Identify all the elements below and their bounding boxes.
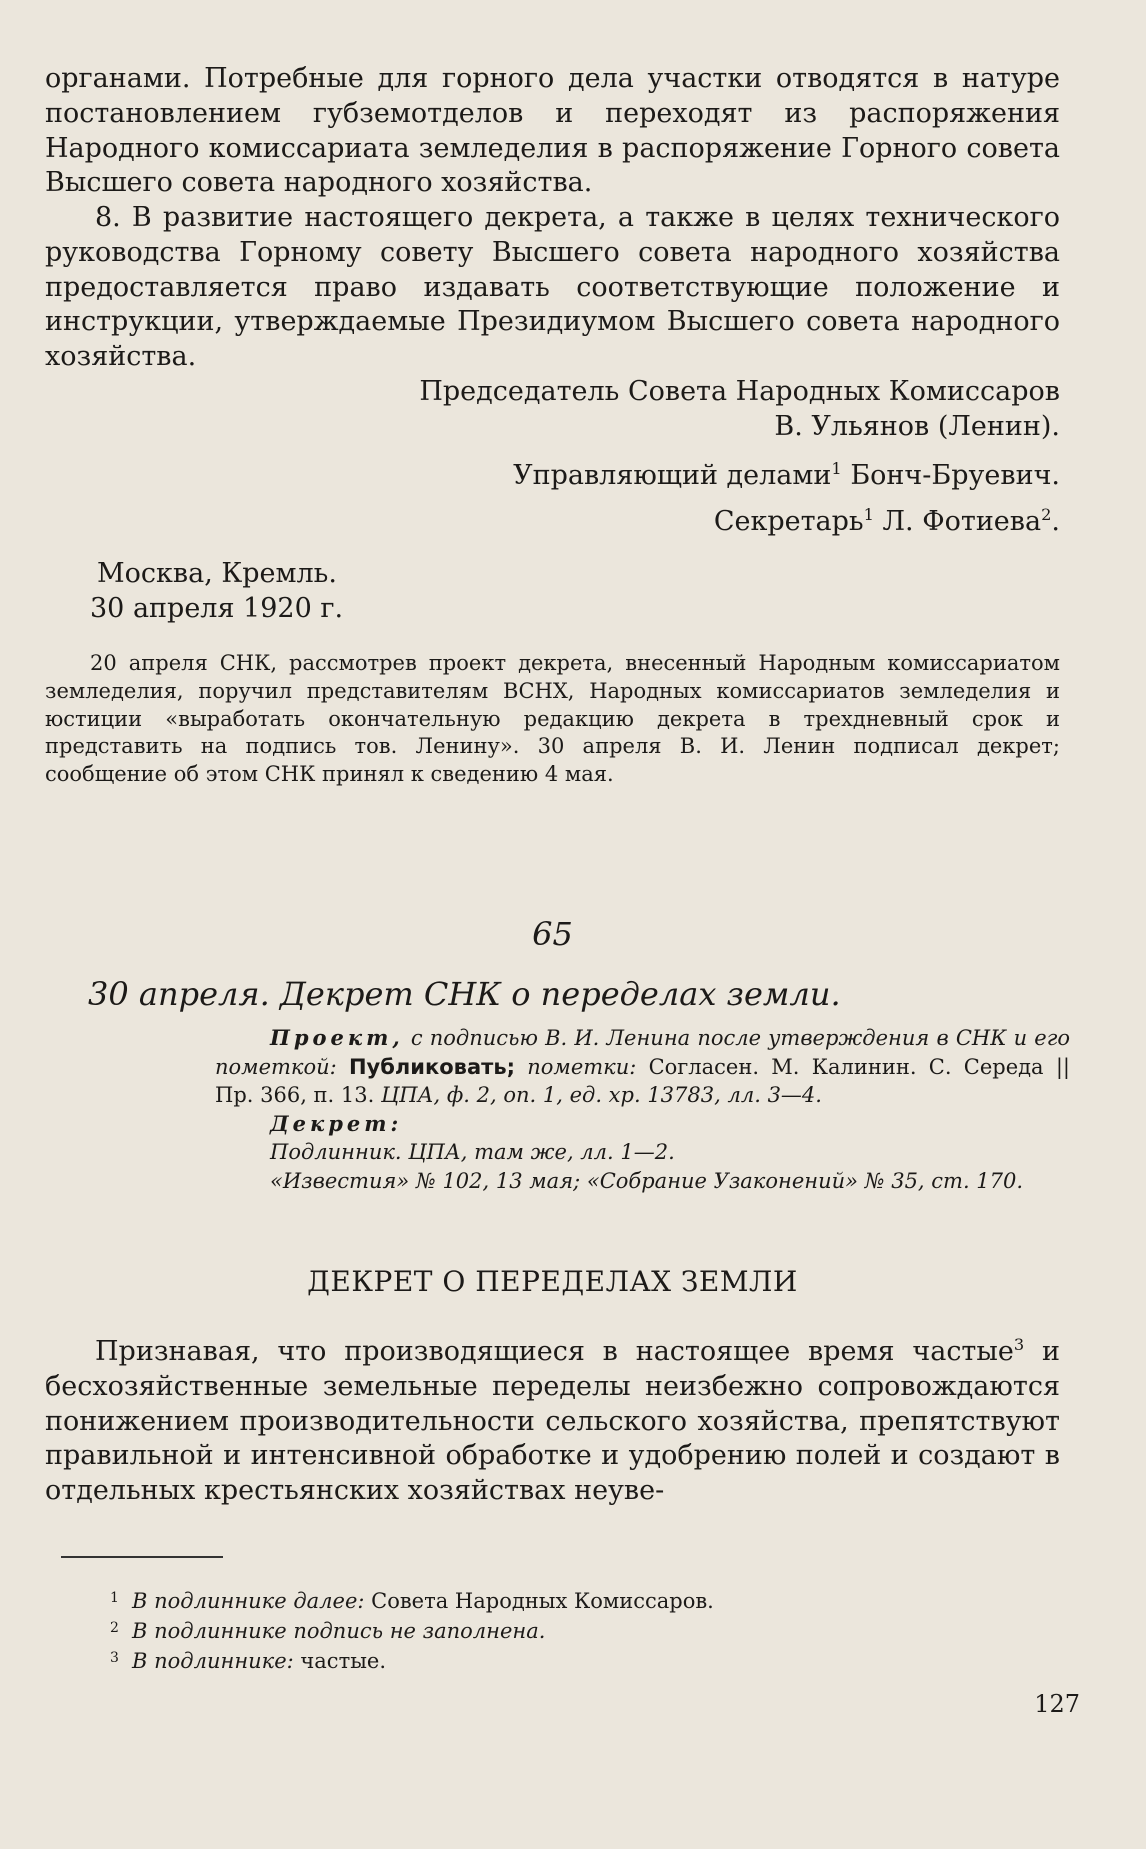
decree-paragraph-a: Признавая, что производящиеся в настоящее время частые: [95, 1336, 1014, 1367]
editorial-note-text: 20 апреля СНК, рассмотрев проект декрета, внесенный Народным комиссариатом земледелия, поручил представителям ВСНХ, Народных комиссариатов земледелия и юстиции «выработать окончательную редакцию декрета в трехдневный срок и представить на подпись тов. Ленину». 30 апреля В. И. Ленин подписал декрет; сообщение об этом СНК принял к сведению 4 мая.: [45, 651, 1060, 787]
footnote-plain: частые.: [300, 1649, 387, 1673]
footnote-separator: [61, 1556, 223, 1558]
source-decree-label-line: [215, 1110, 1070, 1139]
footnote-italic: В подлиннике далее:: [132, 1589, 365, 1613]
footnote-italic: В подлиннике подпись не заполнена.: [132, 1619, 546, 1643]
page-number: 127: [1034, 1690, 1080, 1718]
footnote-ref: 2: [1041, 505, 1052, 524]
paragraph-continuation: органами. Потребные для горного дела участки отводятся в натуре постановлением губземотделов и переходят из распоряжения Народного комиссариата земледелия в распоряжение Горного совета Высшего совета народного хозяйства.: [45, 63, 1060, 199]
footnote-ref: 1: [831, 459, 842, 478]
source-published-line: [215, 1167, 1070, 1196]
signature-manager: [45, 459, 1060, 494]
date: 30 апреля 1920 г.: [90, 593, 344, 624]
footnotes: [110, 1585, 1010, 1675]
decree-paragraph-b: и бесхозяйственные земельные переделы неизбежно сопровождаются понижением производительности сельского хозяйства, препятствуют правильной и интенсивной обработке и удобрению полей и создают в отдельных крестьянских хозяйствах неуве-: [45, 1336, 1060, 1507]
decree-paragraph: [45, 1335, 1060, 1509]
source-marks-label: пометки:: [527, 1054, 637, 1079]
source-marks: Согласен. М. Калинин. С. Середа || Пр. 366, п. 13.: [215, 1054, 1070, 1107]
manager-name: Бонч-Бруевич.: [850, 460, 1060, 491]
source-original: Подлинник. ЦПА, там же, лл. 1—2.: [270, 1140, 675, 1164]
source-info: [215, 1024, 1070, 1195]
footnote-italic: В подлиннике:: [132, 1649, 294, 1673]
document-number: 65: [532, 915, 573, 953]
footnote-mark: 2: [110, 1620, 119, 1636]
signature-chair-title: Председатель Совета Народных Комиссаров: [419, 376, 1060, 407]
place: Москва, Кремль.: [97, 558, 337, 589]
source-draft-label: Проект,: [270, 1025, 404, 1050]
footnote-plain: Совета Народных Комиссаров.: [371, 1589, 714, 1613]
footnote-mark: 1: [110, 1590, 119, 1606]
signature-chair-name: В. Ульянов (Ленин).: [774, 411, 1060, 442]
source-archive: ЦПА, ф. 2, оп. 1, ед. хр. 13783, лл. 3—4.: [380, 1083, 822, 1107]
decree-heading: ДЕКРЕТ О ПЕРЕДЕЛАХ ЗЕМЛИ: [307, 1265, 798, 1298]
source-draft-desc: с подписью В. И. Ленина после утверждения в СНК и его пометкой:: [215, 1026, 1070, 1079]
source-decree-label: Декрет:: [270, 1110, 403, 1136]
source-published: «Известия» № 102, 13 мая; «Собрание Узаконений» № 35, ст. 170.: [270, 1168, 1024, 1193]
footnote-mark: 3: [110, 1650, 119, 1666]
footnote-2: [110, 1615, 1010, 1645]
manager-title: Управляющий делами: [513, 460, 832, 491]
document-title: 30 апреля. Декрет СНК о переделах земли.: [88, 975, 841, 1013]
editorial-note: [45, 650, 1060, 789]
source-draft: [215, 1024, 1070, 1110]
secretary-name: Л. Фотиева: [882, 506, 1042, 537]
signature-secretary: [45, 505, 1060, 540]
source-original-line: [215, 1138, 1070, 1167]
source-stamp: Публиковать;: [348, 1054, 515, 1079]
footnote-3: [110, 1645, 1010, 1675]
footnote-1: [110, 1585, 1010, 1615]
footnote-ref: 3: [1013, 1335, 1025, 1354]
secretary-end: .: [1051, 506, 1060, 537]
secretary-title: Секретарь: [713, 506, 864, 537]
footnote-ref: 1: [863, 505, 874, 524]
paragraph-8: 8. В развитие настоящего декрета, а также в целях технического руководства Горному совету Высшего совета народного хозяйства предоставляется право издавать соответствующие положение и инструкции, утверждаемые Президиумом Высшего совета народного хозяйства.: [45, 202, 1060, 373]
